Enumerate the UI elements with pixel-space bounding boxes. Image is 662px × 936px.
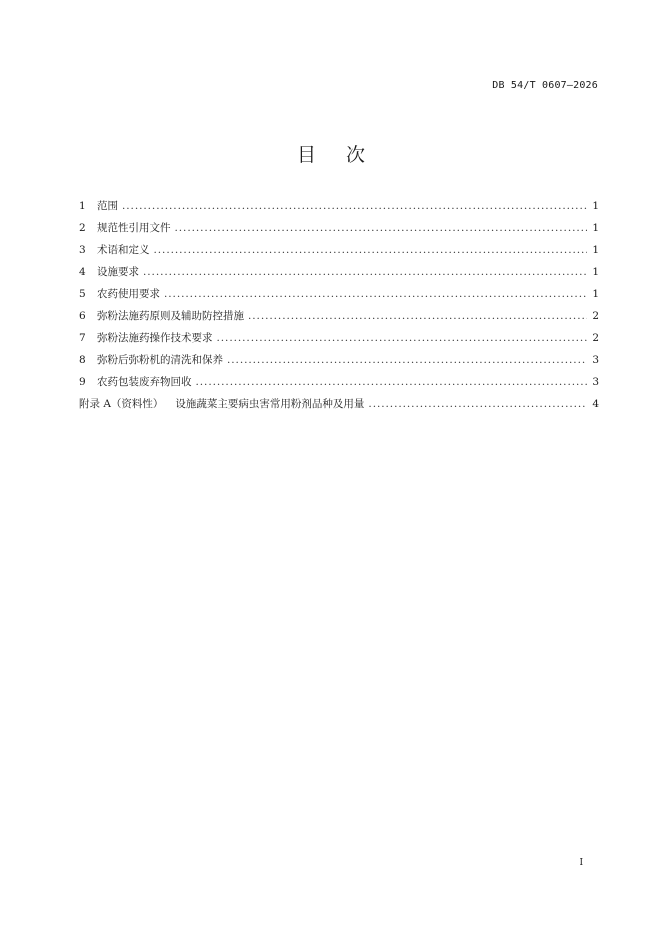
toc-number: 4 xyxy=(79,266,86,278)
toc-leader xyxy=(248,310,587,322)
appendix-page: 4 xyxy=(592,398,599,410)
toc-title: 农药包装废弃物回收 xyxy=(97,376,192,388)
page-title xyxy=(0,140,662,167)
toc-entry-8[interactable] xyxy=(79,352,599,374)
toc-leader xyxy=(143,266,587,278)
toc-entry-1[interactable] xyxy=(79,198,599,220)
toc-leader xyxy=(154,244,588,256)
toc-title: 农药使用要求 xyxy=(97,288,160,300)
appendix-label: 附录 A（资料性） xyxy=(79,398,164,410)
toc-title: 术语和定义 xyxy=(97,244,150,256)
toc-page: 1 xyxy=(592,244,599,256)
toc-number: 3 xyxy=(79,244,86,256)
toc-entry-5[interactable] xyxy=(79,286,599,308)
toc-entry-2[interactable] xyxy=(79,220,599,242)
toc-title: 弥粉后弥粉机的清洗和保养 xyxy=(97,354,223,366)
toc-leader xyxy=(175,222,588,234)
toc-entry-4[interactable] xyxy=(79,264,599,286)
appendix-title: 设施蔬菜主要病虫害常用粉剂品种及用量 xyxy=(175,398,365,410)
toc-page: 1 xyxy=(592,288,599,300)
toc-title: 弥粉法施药操作技术要求 xyxy=(97,332,213,344)
toc-entry-appendix-a[interactable] xyxy=(79,396,599,418)
toc-number: 8 xyxy=(79,354,86,366)
document-code: DB 54/T 0607—2026 xyxy=(492,80,598,91)
toc-leader xyxy=(217,332,588,344)
title-char-1: 目 xyxy=(296,144,316,166)
toc-entry-6[interactable] xyxy=(79,308,599,330)
toc-leader xyxy=(122,200,587,212)
toc-leader xyxy=(227,354,587,366)
toc-number: 7 xyxy=(79,332,86,344)
toc-entry-7[interactable] xyxy=(79,330,599,352)
toc-page: 1 xyxy=(592,266,599,278)
page-number: I xyxy=(579,858,583,868)
toc-number: 9 xyxy=(79,376,86,388)
toc-number: 2 xyxy=(79,222,86,234)
toc-number: 6 xyxy=(79,310,86,322)
toc-page: 1 xyxy=(592,222,599,234)
toc-page: 2 xyxy=(592,310,599,322)
toc-title: 弥粉法施药原则及辅助防控措施 xyxy=(97,310,244,322)
toc-title: 设施要求 xyxy=(97,266,139,278)
toc-number: 5 xyxy=(79,288,86,300)
title-char-2: 次 xyxy=(346,144,366,166)
table-of-contents xyxy=(79,198,599,418)
toc-title: 规范性引用文件 xyxy=(97,222,171,234)
toc-number: 1 xyxy=(79,200,86,212)
toc-entry-9[interactable] xyxy=(79,374,599,396)
toc-page: 3 xyxy=(592,376,599,388)
toc-title: 范围 xyxy=(97,200,118,212)
toc-leader xyxy=(164,288,587,300)
toc-leader xyxy=(196,376,588,388)
toc-page: 1 xyxy=(592,200,599,212)
toc-page: 3 xyxy=(592,354,599,366)
toc-page: 2 xyxy=(592,332,599,344)
toc-leader xyxy=(368,398,587,410)
toc-entry-3[interactable] xyxy=(79,242,599,264)
